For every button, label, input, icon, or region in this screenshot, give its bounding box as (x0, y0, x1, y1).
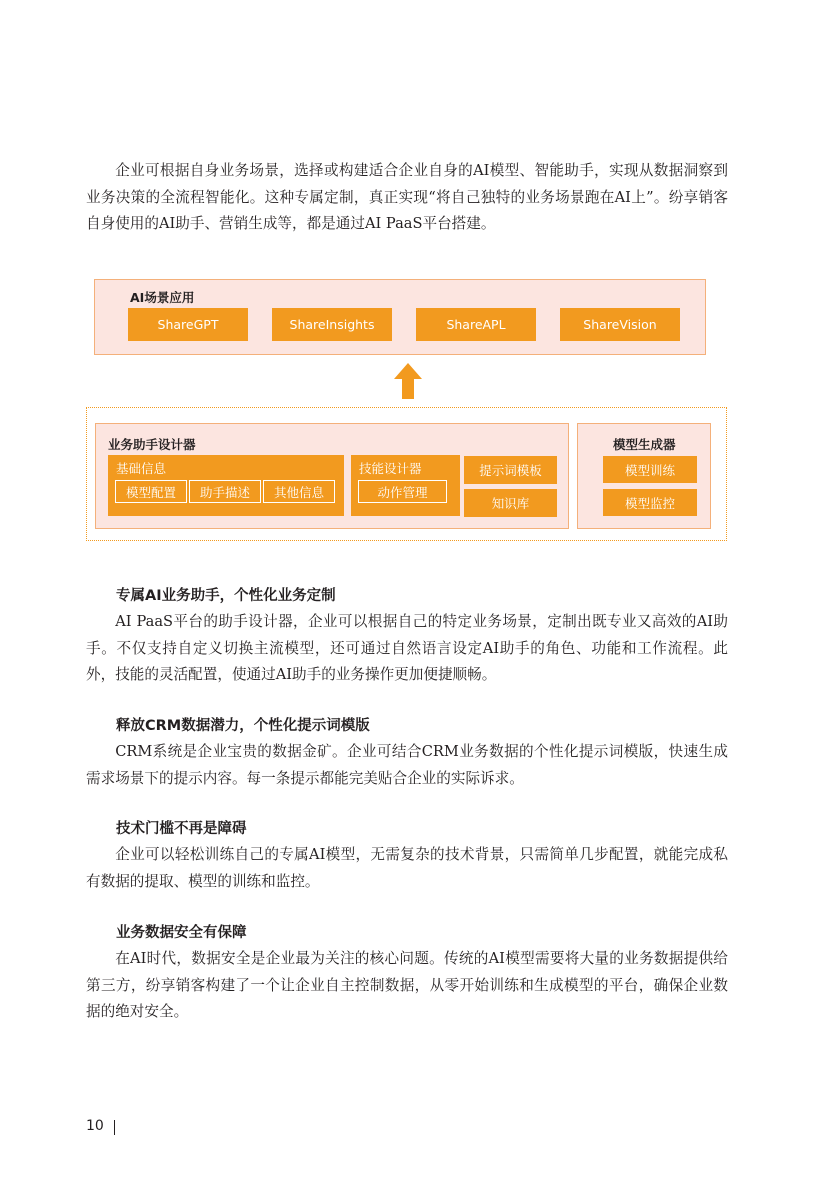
section-body: 企业可以轻松训练自己的专属AI模型，无需复杂的技术背景，只需简单几步配置，就能完成私有数据的提取、模型的训练和监控。 (86, 846, 728, 890)
ai-scene-app-title: AI场景应用 (130, 290, 195, 305)
app-shareapl: ShareAPL (416, 308, 536, 341)
app-sharegpt: ShareGPT (128, 308, 248, 341)
skill-designer-title: 技能设计器 (359, 461, 422, 476)
basic-info-item-assistant-desc: 助手描述 (189, 480, 261, 503)
skill-item-action-mgmt: 动作管理 (358, 480, 447, 503)
section-heading: 业务数据安全有保障 (116, 925, 247, 941)
page-number-divider (114, 1120, 115, 1135)
basic-info-item-model-config: 模型配置 (115, 480, 187, 503)
section-heading: 释放CRM数据潜力，个性化提示词模版 (116, 718, 370, 734)
assistant-designer-title: 业务助手设计器 (108, 437, 196, 452)
intro-paragraph: 企业可根据自身业务场景，选择或构建适合企业自身的AI模型、智能助手，实现从数据洞察到业务决策的全流程智能化。这种专属定制，真正实现“将自己独特的业务场景跑在AI上”。纷享销客自身使用的AI助手、营销生成等，都是通过AI PaaS平台搭建。 (86, 162, 728, 232)
up-arrow-icon (392, 361, 424, 401)
prompt-template-box: 提示词模板 (464, 456, 557, 484)
section-heading: 技术门槛不再是障碍 (116, 821, 247, 837)
app-sharevision: ShareVision (560, 308, 680, 341)
page-number: 10 (86, 1118, 104, 1134)
model-gen-item-monitoring: 模型监控 (603, 489, 697, 516)
model-generator-title: 模型生成器 (613, 437, 676, 452)
basic-info-item-other: 其他信息 (263, 480, 335, 503)
model-gen-item-training: 模型训练 (603, 456, 697, 483)
section-body: 在AI时代，数据安全是企业最为关注的核心问题。传统的AI模型需要将大量的业务数据提供给第三方，纷享销客构建了一个让企业自主控制数据，从零开始训练和生成模型的平台，确保企业数据的绝对安全。 (86, 950, 728, 1020)
knowledge-base-box: 知识库 (464, 489, 557, 517)
section-heading: 专属AI业务助手，个性化业务定制 (116, 588, 336, 604)
section-body: CRM系统是企业宝贵的数据金矿。企业可结合CRM业务数据的个性化提示词模版，快速生成需求场景下的提示内容。每一条提示都能完美贴合企业的实际诉求。 (86, 743, 728, 787)
basic-info-title: 基础信息 (116, 461, 167, 476)
section-body: AI PaaS平台的助手设计器，企业可以根据自己的特定业务场景，定制出既专业又高效的AI助手。不仅支持自定义切换主流模型，还可通过自然语言设定AI助手的角色、功能和工作流程。此外，技能的灵活配置，使通过AI助手的业务操作更加便捷顺畅。 (86, 613, 728, 683)
app-shareinsights: ShareInsights (272, 308, 392, 341)
